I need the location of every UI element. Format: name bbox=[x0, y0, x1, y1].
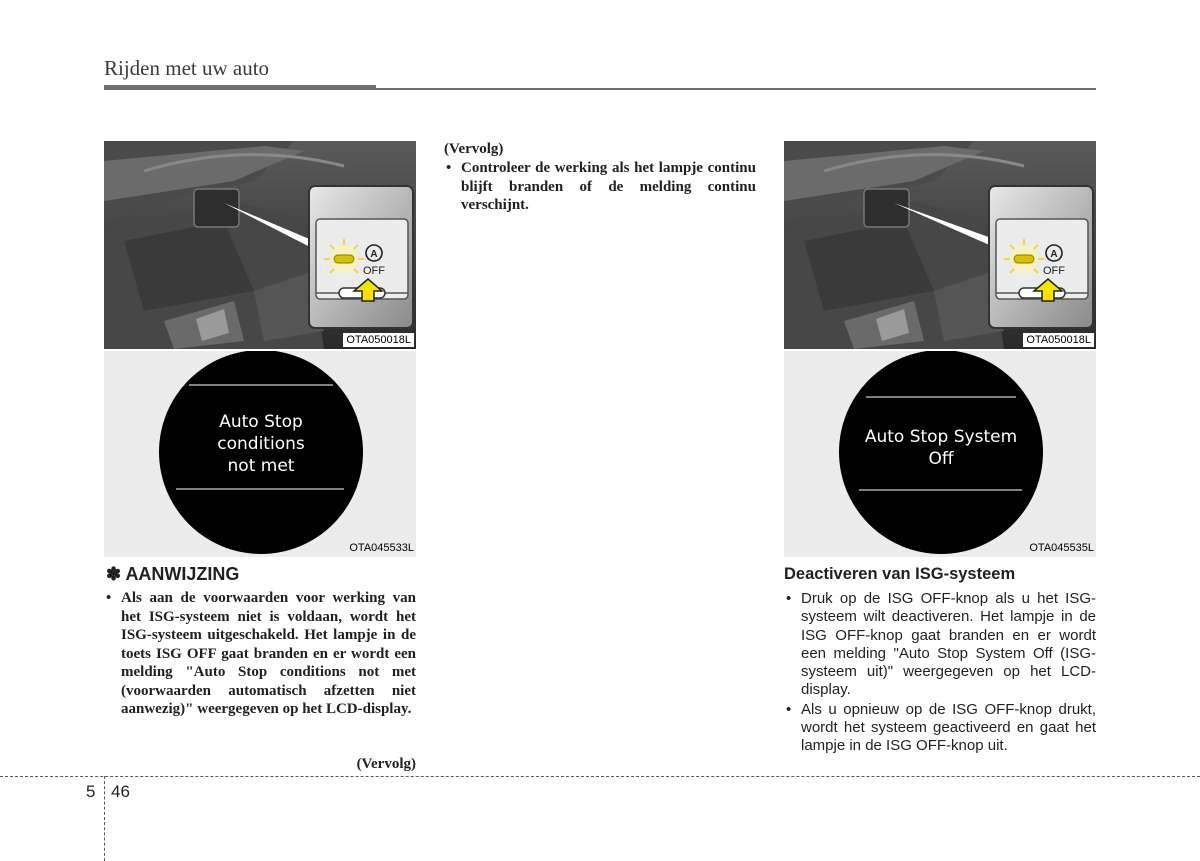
dashboard-illustration bbox=[104, 141, 416, 349]
deactivate-list bbox=[784, 590, 1096, 756]
header-rule-thin bbox=[376, 88, 1096, 90]
continued-label: (Vervolg) bbox=[444, 141, 504, 157]
deactivate-text-2: Als u opnieuw op de ISG OFF-knop drukt, wordt het systeem geactiveerd en gaat het lampje in de ISG OFF-knop uit. bbox=[801, 700, 1096, 755]
page-header-title: Rijden met uw auto bbox=[104, 56, 270, 80]
chapter-number: 5 bbox=[86, 782, 96, 801]
deactivate-text-1: Druk op de ISG OFF-knop als u het ISG-systeem wilt deactiveren. Het lampje in de ISG OFF-knop gaat branden en er wordt een melding "Auto Stop System Off (ISG-systeem uit)" weergegeven op het LCD-display. bbox=[801, 590, 1096, 699]
lcd-line-2: Off bbox=[928, 449, 954, 469]
figure-code: OTA050018L bbox=[1023, 333, 1094, 347]
notice-list bbox=[104, 589, 416, 719]
list-item: • Controleer de werking als het lampje continu blijft branden of de melding continu verschijnt. bbox=[446, 160, 756, 213]
dashboard-illustration bbox=[784, 141, 1096, 349]
figure-code: OTA045535L bbox=[1029, 542, 1094, 554]
notice-symbol: ✽ bbox=[106, 564, 122, 584]
middle-text: Controleer de werking als het lampje continu blijft branden of de melding continu verschijnt. bbox=[461, 160, 756, 213]
footer-vertical-divider bbox=[104, 776, 105, 861]
lcd-line-1: Auto Stop bbox=[219, 412, 303, 432]
notice-title: AANWIJZING bbox=[125, 564, 240, 584]
list-item: • Druk op de ISG OFF-knop als u het ISG-systeem wilt deactiveren. Het lampje in de ISG OFF-knop gaat branden en er wordt een melding "Auto Stop System Off (ISG-systeem uit)" weergegeven op het LCD-display. bbox=[786, 590, 1096, 699]
lcd-message-figure-right bbox=[784, 351, 1096, 557]
section-heading: Deactiveren van ISG-systeem bbox=[784, 565, 1016, 583]
notice-heading bbox=[106, 564, 239, 585]
footer-divider bbox=[0, 776, 1200, 777]
notice-text: Als aan de voorwaarden voor werking van het ISG-systeem niet is voldaan, wordt het ISG-systeem uitgeschakeld. Het lampje in de toets ISG OFF gaat branden en er wordt een melding "Auto Stop conditions not met (voorwaarden automatisch afzetten niet aanwezig)" weergegeven op het LCD-display. bbox=[121, 590, 416, 717]
isg-button-photo-right bbox=[784, 141, 1096, 349]
svg-text:A: A bbox=[370, 249, 378, 260]
figure-code: OTA045533L bbox=[349, 542, 414, 554]
figure-code: OTA050018L bbox=[343, 333, 414, 347]
lcd-display-illustration bbox=[104, 351, 416, 557]
lcd-message-figure-left bbox=[104, 351, 416, 557]
header-rule-thick bbox=[104, 85, 376, 90]
lcd-line-3: not met bbox=[227, 456, 295, 476]
lcd-line-1: Auto Stop System bbox=[864, 427, 1018, 447]
lcd-line-2: conditions bbox=[217, 434, 305, 454]
off-label: OFF bbox=[1043, 265, 1065, 277]
isg-button-photo-left bbox=[104, 141, 416, 349]
lcd-display-illustration bbox=[784, 351, 1096, 557]
middle-list bbox=[444, 159, 756, 215]
list-item: • Als u opnieuw op de ISG OFF-knop drukt, wordt het systeem geactiveerd en gaat het lampje in de ISG OFF-knop uit. bbox=[786, 700, 1096, 755]
page-number: 46 bbox=[111, 782, 130, 801]
list-item: • Als aan de voorwaarden voor werking van het ISG-systeem niet is voldaan, wordt het ISG-systeem uitgeschakeld. Het lampje in de toets ISG OFF gaat branden en er wordt een melding "Auto Stop conditions not met (voorwaarden automatisch afzetten niet aanwezig)" weergegeven op het LCD-display. bbox=[106, 590, 416, 717]
svg-text:A: A bbox=[1050, 249, 1058, 260]
continued-label: (Vervolg) bbox=[356, 756, 416, 772]
off-label: OFF bbox=[363, 265, 385, 277]
